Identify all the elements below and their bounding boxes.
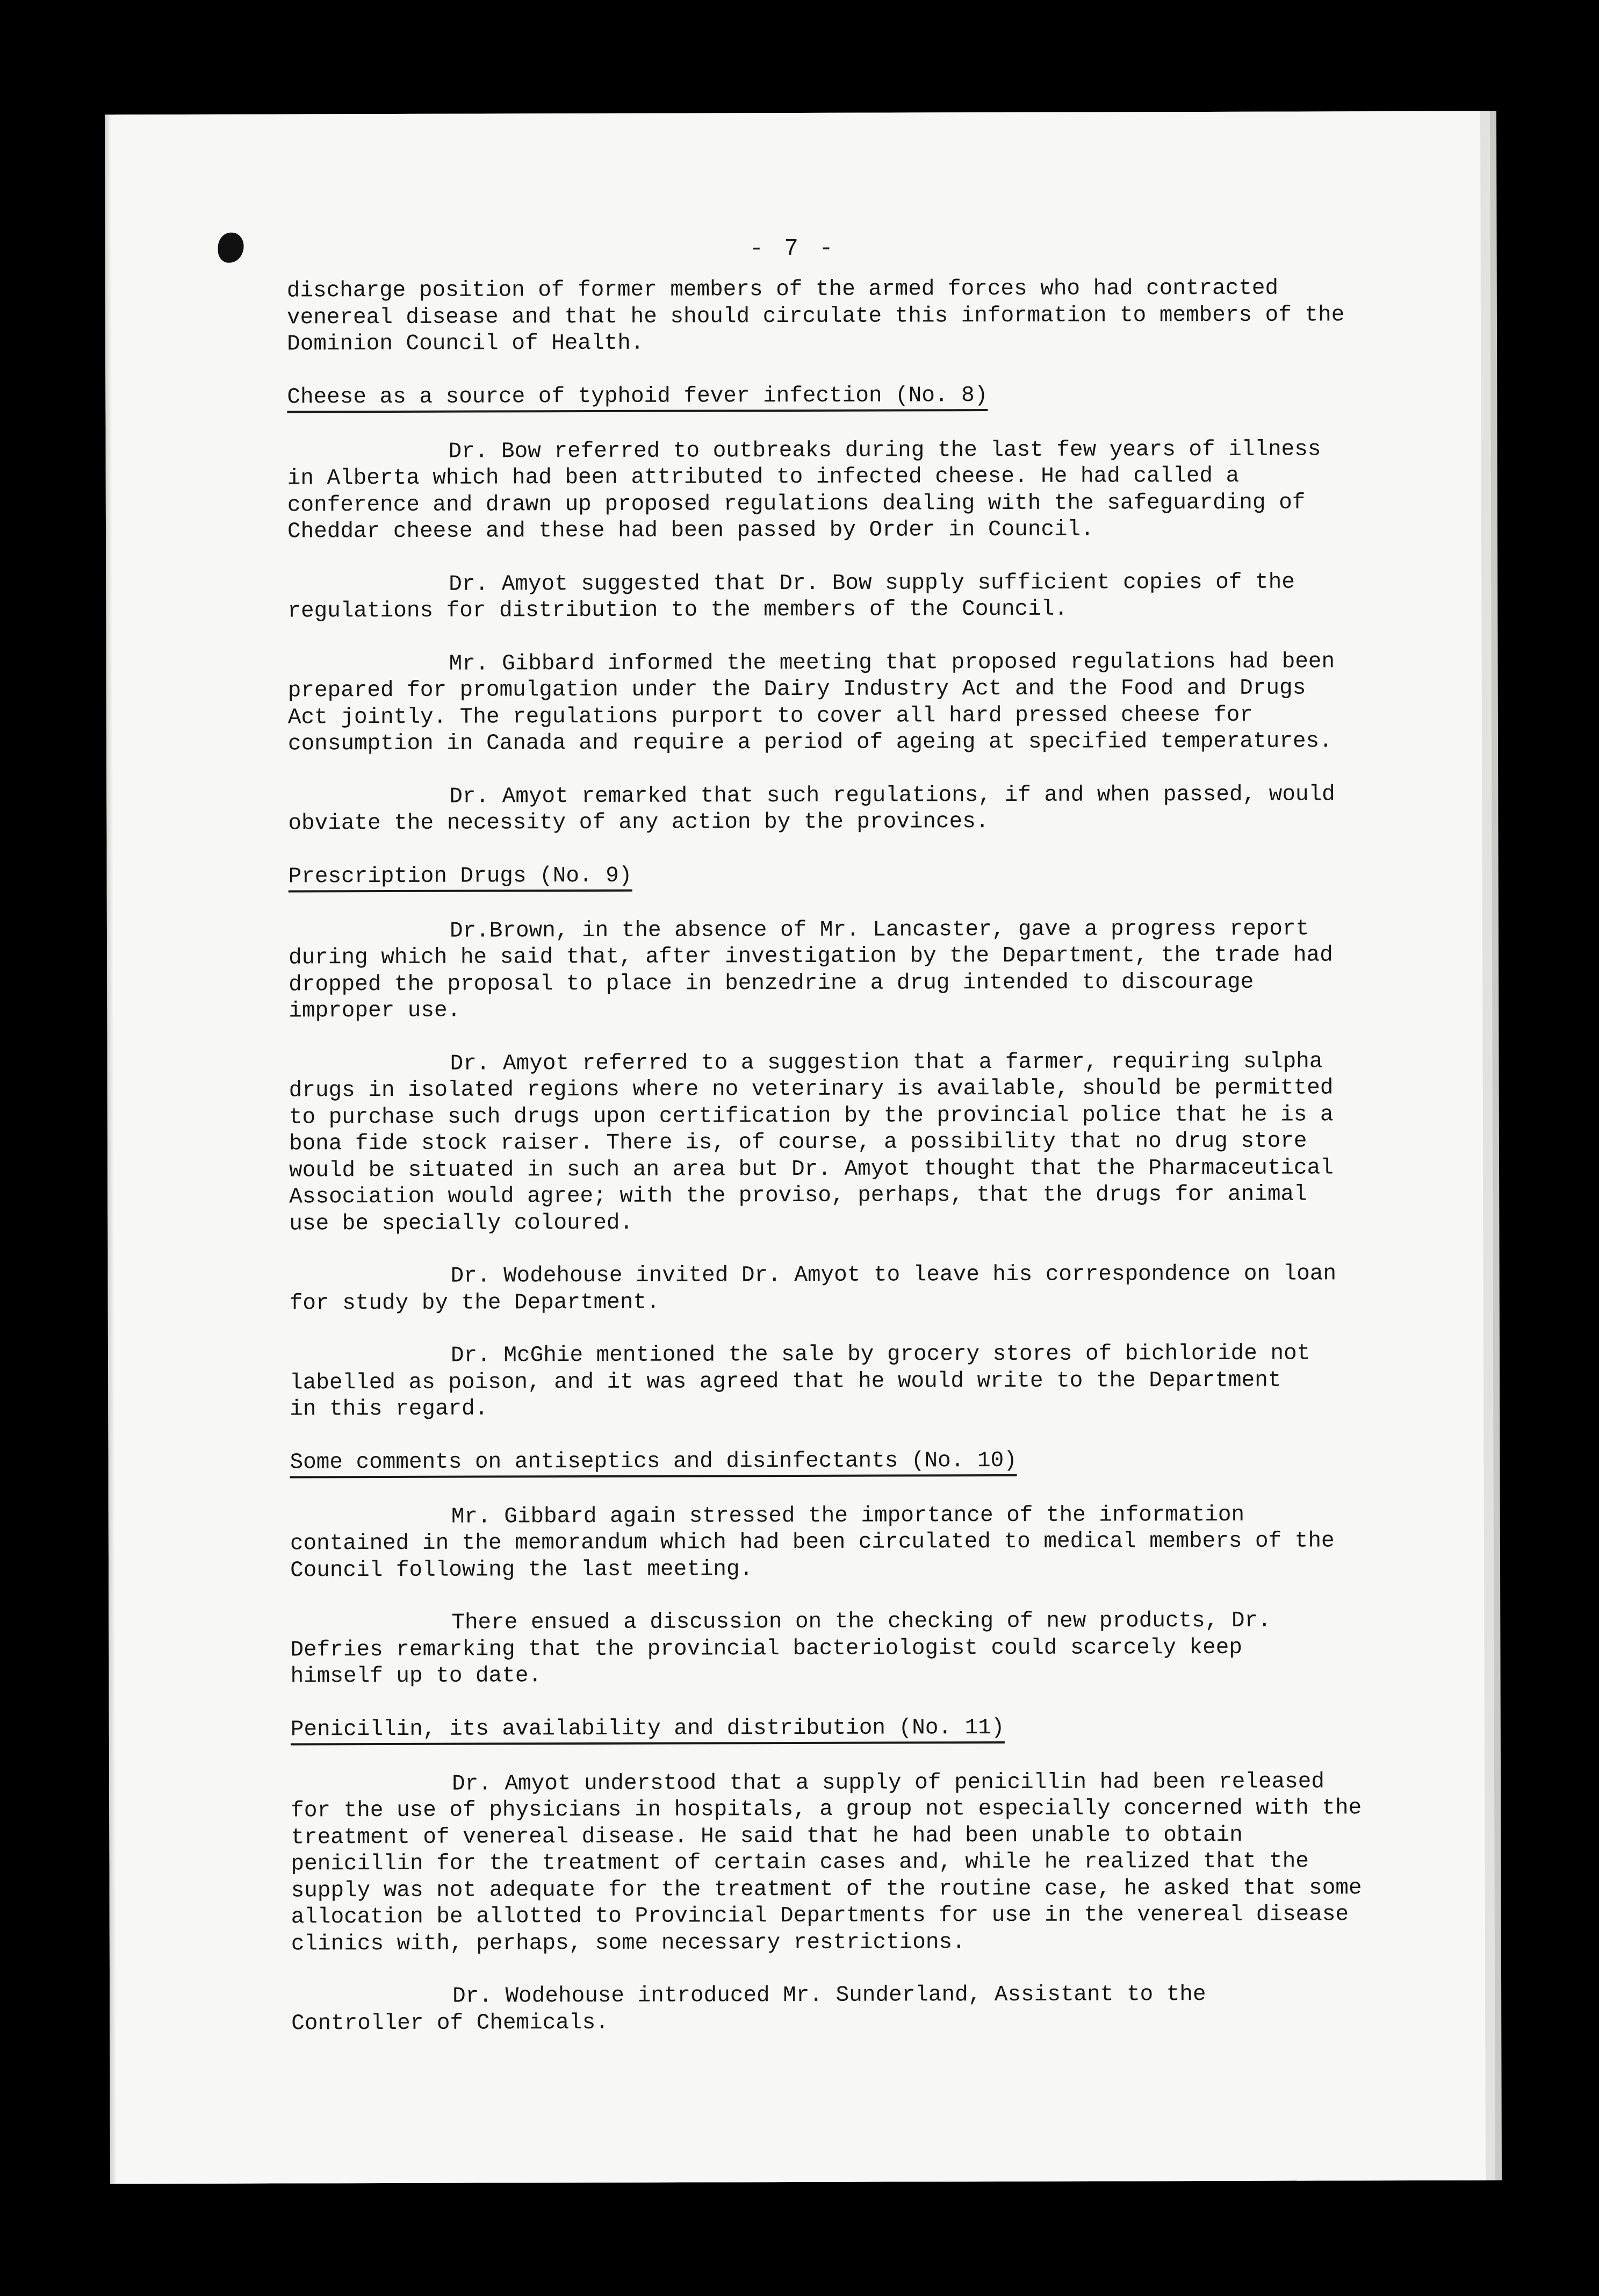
section-heading-cheese: Cheese as a source of typhoid fever infection (No. 8) (287, 384, 988, 413)
paragraph: Dr. Amyot suggested that Dr. Bow supply sufficient copies of the regulations for distribution to the members of the Council. (287, 570, 1295, 624)
section-heading-prescription-drugs: Prescription Drugs (No. 9) (289, 864, 632, 892)
paragraph: Dr. Wodehouse introduced Mr. Sunderland, Assistant to the Controller of Chemicals. (291, 1982, 1206, 2036)
document-page (105, 111, 1486, 2184)
page-edge (105, 114, 117, 2184)
paragraph: Dr. McGhie mentioned the sale by grocery stores of bichloride not labelled as poison, and it was agreed that he would write to the Department in this regard. (290, 1341, 1310, 1422)
paragraph: Dr.Brown, in the absence of Mr. Lancaster, gave a progress report during which he said that, after investigation by the Department, the trade had dropped the proposal to place in benzedrine a drug intended to discourage improper use. (289, 916, 1333, 1024)
paragraph: Mr. Gibbard again stressed the importance of the information contained in the memorandum which had been circulated to medical members of the Council following the last meeting. (290, 1502, 1335, 1583)
section-heading-penicillin: Penicillin, its availability and distribution (No. 11) (291, 1716, 1005, 1745)
paragraph: Dr. Bow referred to outbreaks during the last few years of illness in Alberta which had been attributed to infected cheese. He had called a conference and drawn up proposed regulations dealing with the safeguarding of Cheddar cheese and these had been passed by Order in Council. (287, 436, 1321, 544)
section-heading-antiseptics: Some comments on antiseptics and disinfectants (No. 10) (290, 1448, 1017, 1478)
paragraph: Dr. Amyot understood that a supply of penicillin had been released for the use of physicians in hospitals, a group not especially concerned with the treatment of venereal disease. He said that he had been unable to obtain penicillin for the treatment of certain cases and, while he realized that the supply was not adequate for the treatment of the routine case, he asked that some allocation be allotted to Provincial Departments for use in the venereal disease clinics with, perhaps, some necessary restrictions. (291, 1769, 1362, 1956)
document-body (287, 275, 1495, 2064)
page-number: - 7 - (749, 235, 837, 263)
paragraph: There ensued a discussion on the checking of new products, Dr. Defries remarking that the provincial bacteriologist could scarcely keep himself up to date. (290, 1608, 1271, 1689)
paragraph: discharge position of former members of the armed forces who had contracted venereal disease and that he should circulate this information to members of the Dominion Council of Health. (286, 276, 1345, 357)
paragraph: Dr. Amyot referred to a suggestion that a farmer, requiring sulpha drugs in isolated regions where no veterinary is available, should be permitted to purchase such drugs upon certification by the provincial police that he is a bona fide stock raiser. There is, of course, a possibility that no drug store would be situated in such an area but Dr. Amyot thought that the Pharmaceutical Association would agree; with the proviso, perhaps, that the drugs for animal use be specially coloured. (289, 1049, 1334, 1236)
paragraph: Mr. Gibbard informed the meeting that proposed regulations had been prepared for promulgation under the Dairy Industry Act and the Food and Drugs Act jointly. The regulations purport to cover all hard pressed cheese for consumption in Canada and require a period of ageing at specified temperatures. (287, 649, 1335, 757)
paragraph: Dr. Amyot remarked that such regulations, if and when passed, would obviate the necessity of any action by the provinces. (288, 781, 1335, 836)
paragraph: Dr. Wodehouse invited Dr. Amyot to leave his correspondence on loan for study by the Department. (289, 1261, 1337, 1316)
